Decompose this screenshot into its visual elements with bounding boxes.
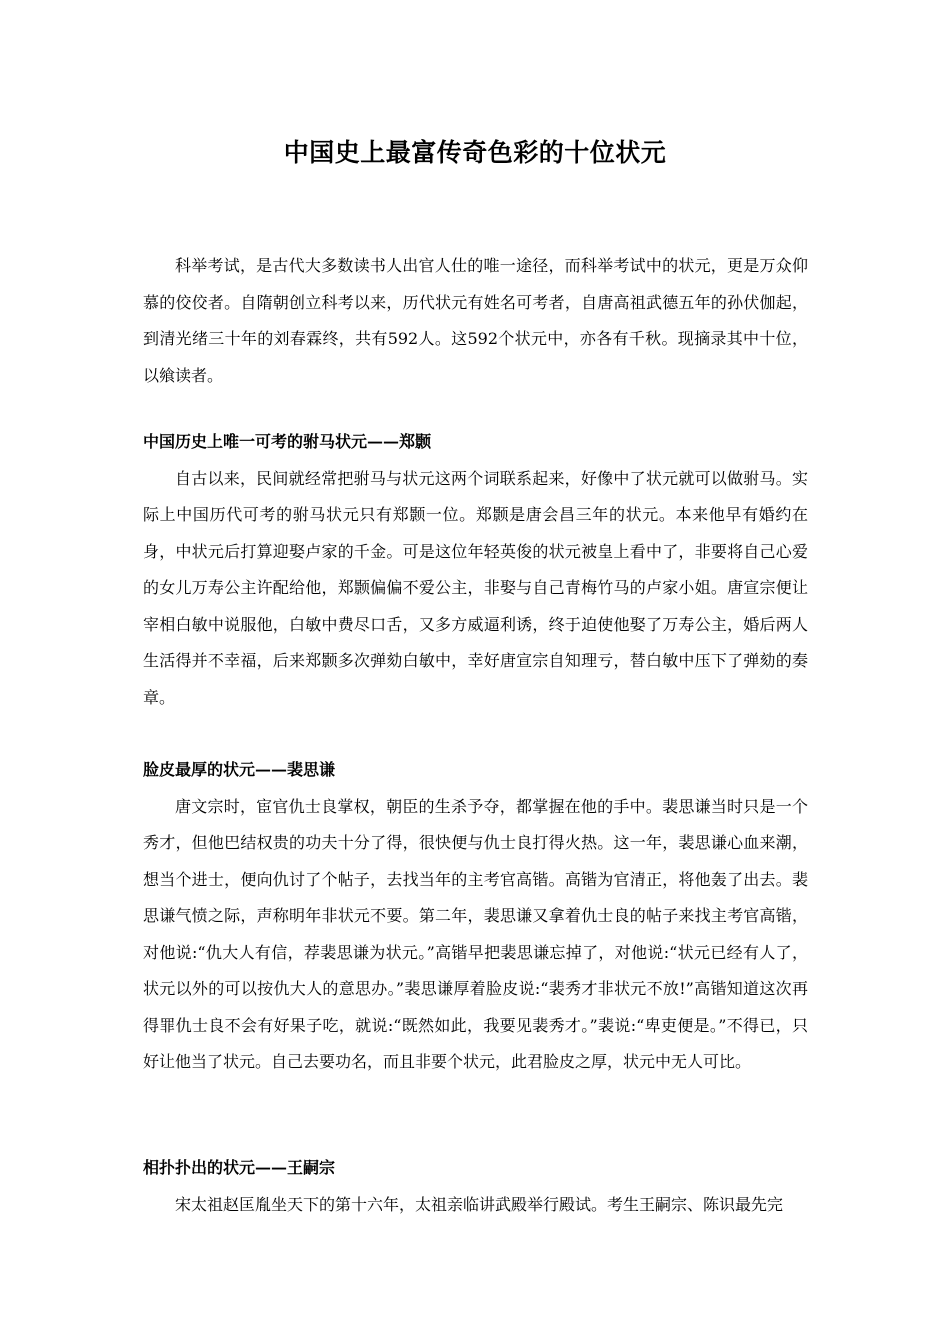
section-wang-sizong [143, 1150, 808, 1223]
section-zheng-hao [143, 424, 808, 716]
intro-block [143, 248, 808, 394]
document-title: 中国史上最富传奇色彩的十位状元 [283, 138, 667, 167]
intro-paragraph: 科举考试，是古代大多数读书人出官人仕的唯一途径，而科举考试中的状元，更是万众仰慕的佼佼者。自隋朝创立科考以来，历代状元有姓名可考者，自唐高祖武德五年的孙伏伽起，到清光绪三十年的刘春霖终，共有592人。这592个状元中，亦各有千秋。现摘录其中十位，以飨读者。 [143, 256, 808, 385]
section-pei-siqian [143, 752, 808, 1081]
section-paragraph: 宋太祖赵匡胤坐天下的第十六年，太祖亲临讲武殿举行殿试。考生王嗣宗、陈识最先完 [175, 1194, 784, 1214]
section-heading: 脸皮最厚的状元——裴思谦 [143, 760, 336, 779]
section-heading: 中国历史上唯一可考的驸马状元——郑颢 [143, 432, 432, 451]
section-paragraph: 自古以来，民间就经常把驸马与状元这两个词联系起来，好像中了状元就可以做驸马。实际上中国历代可考的驸马状元只有郑颢一位。郑颢是唐会昌三年的状元。本来他早有婚约在身，中状元后打算迎娶卢家的千金。可是这位年轻英俊的状元被皇上看中了，非要将自己心爱的女儿万寿公主许配给他，郑颢偏偏不爱公主，非娶与自己青梅竹马的卢家小姐。唐宣宗便让宰相白敏中说服他，白敏中费尽口舌，又多方威逼利诱，终于迫使他娶了万寿公主，婚后两人生活得并不幸福，后来郑颢多次弹劾白敏中，幸好唐宣宗自知理亏，替白敏中压下了弹劾的奏章。 [143, 468, 808, 707]
section-heading: 相扑扑出的状元——王嗣宗 [143, 1158, 336, 1177]
section-paragraph: 唐文宗时，宦官仇士良掌权，朝臣的生杀予夺，都掌握在他的手中。裴思谦当时只是一个秀才，但他巴结权贵的功夫十分了得，很快便与仇士良打得火热。这一年，裴思谦心血来潮，想当个进士，便向仇讨了个帖子，去找当年的主考官高锴。高锴为官清正，将他轰了出去。裴思谦气愤之际，声称明年非状元不要。第二年，裴思谦又拿着仇士良的帖子来找主考官高锴，对他说:“仇大人有信，荐裴思谦为状元。”高锴早把裴思谦忘掉了，对他说:“状元已经有人了，状元以外的可以按仇大人的意思办。”裴思谦厚着脸皮说:“裴秀才非状元不放!”高锴知道这次再得罪仇士良不会有好果子吃，就说:“既然如此，我要见裴秀才。”裴说:“卑吏便是。”不得已，只好让他当了状元。自己去要功名，而且非要个状元，此君脸皮之厚，状元中无人可比。 [143, 796, 808, 1071]
